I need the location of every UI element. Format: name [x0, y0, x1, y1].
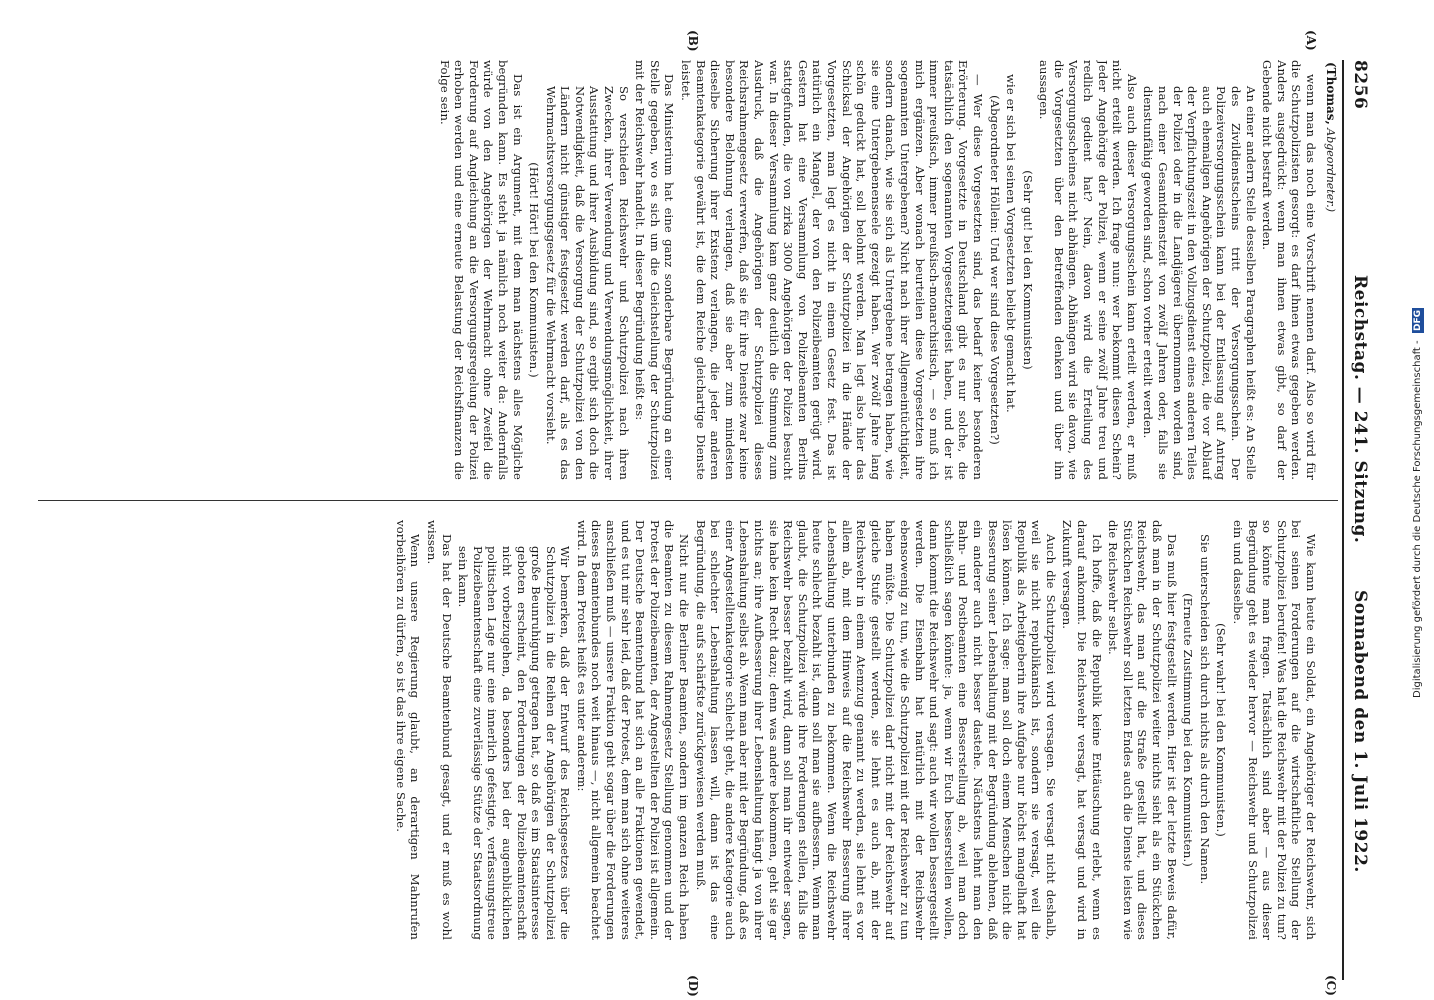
paragraph: Wie kann heute ein Soldat, ein Angehöriger der Reichswehr, sich bei seinen Forderungen auf die wirtschaftliche Stellung der Schutzpolizei berufen! Was hat die Reichswehr mit der Polizei zu tun? so könnte man fragen. Tatsächlich sind aber — aus dieser Begründung geht es wieder hervor — Reichswehr und Schutzpolizei ein und dasselbe.: [1231, 520, 1318, 940]
paragraph: wenn man das noch eine Vorschrift nennen darf. Also so wird für die Schutzpolizisten gesorgt: es darf ihnen etwas gegeben werden. Anders ausgedrückt: wenn man ihnen etwas gibt, so darf der Gebende nicht bestraft werden.: [1260, 60, 1318, 480]
funding-credit-text: Digitalisierung gefördert durch die Deutsche Forschungsgemeinschaft -: [1412, 340, 1423, 698]
paragraph: Das Ministerium hat eine ganz sonderbare Begründung an einer Stelle gegeben, wo es sich um die Gleichstellung der Schutzpolizei mit der Reichswehr handelt. In dieser Begründung heißt es:: [633, 60, 677, 480]
paragraph: Das ist ein Argument, mit dem man nächstens alles Mögliche begründen kann. Es steht ja nämlich noch weiter da: Andernfalls würde von den Angehörigen der Wehrmacht ohne Zweifel die Forderung auf Angleichung an die Versorgungsregelung der Polizei erhoben werden und eine erneute Belastung der Reichsfinanzen die Folge sein.: [437, 60, 525, 480]
margin-letter-b: (B): [686, 30, 700, 52]
interjection: (Sehr wahr! bei den Kommunisten.): [1214, 623, 1229, 837]
paragraph: Das hat der Deutsche Beamtenbund gesagt, und er muß es wohl wissen.: [424, 520, 454, 940]
session-title: Reichstag. — 241. Sitzung.: [1350, 275, 1370, 544]
right-column: [28, 520, 1318, 940]
quoted-paragraph: An einer andern Stelle desselben Paragraphen heißt es: An Stelle des Zivildienstscheins tritt der Versorgungsschein. Der Polizeiversorgungsschein kann bei der Entlassung auf Antrag auch ehemaligen Angehörigen der Schutzpolizei, die vor Ablauf der Verpflichtungszeit in den Vollzugsdienst eines anderen Teiles der Polizei oder in die Landjägerei übernommen worden sind, nach einer Gesamtdienstzeit von zwölf Jahren oder, falls sie dienstunfähig geworden sind, schon vorher erteilt werden.: [1141, 86, 1258, 480]
page-number: 8256: [1350, 60, 1370, 110]
paragraph: Das muß hier festgestellt werden. Hier ist der letzte Beweis dafür, daß man in der Schutzpolizei weiter nichts sieht als ein Stückchen Reichswehr, das man auf die Straße gestellt hat, und dieses Stückchen Reichswehr soll letzten Endes auch die Dienste leisten wie die Reichswehr selbst.: [1106, 520, 1179, 940]
speaker-line: [1324, 62, 1338, 212]
left-column: [28, 60, 1318, 480]
paragraph: Also auch dieser Versorgungsschein kann erteilt werden, er muß nicht erteilt werden. Ich frage nun: wer bekommt diesen Schein? Jeder Angehörige der Polizei, wenn er seine zwölf Jahre treu und redlich gedient hat? Nein, davon wird die Erteilung des Versorgungsscheines nicht abhängen. Abhängen wird sie davon, wie die Vorgesetzten über den Betreffenden denken und über ihn aussagen.: [1037, 60, 1139, 480]
margin-letter-c: (C): [1324, 975, 1338, 996]
funding-credit: [1412, 8, 1430, 698]
paragraph: wie er sich bei seinen Vorgesetzten beliebt gemacht hat.: [1004, 74, 1019, 413]
paragraph: Ich hoffe, daß die Republik keine Enttäuschung erlebt, wenn es darauf ankommt. Die Reichswehr versagt, hat versagt und wird in Zukunft versagen.: [1060, 520, 1104, 940]
page-header: [1342, 60, 1372, 980]
interjection: (Sehr gut! bei den Kommunisten): [1020, 170, 1035, 370]
quoted-paragraph: So verschieden Reichswehr und Schutzpolizei nach ihren Zwecken, ihrer Verwendung und Verwendungsmöglichkeit, ihrer Ausstattung und ihrer Ausbildung sind, so ergibt sich doch die Notwendigkeit, daß die Versorgung der Schutzpolizei von den Ländern nicht günstiger festgesetzt werden darf, als es das Wehrmachtsversorgungsgesetz für die Wehrmacht vorsieht.: [543, 86, 631, 480]
paragraph: Auch die Schutzpolizei wird versagen. Sie versagt nicht deshalb, weil sie nicht republikanisch ist, sondern sie versagt, weil die Republik als Arbeitgeberin ihre Aufgabe nur höchst mangelhaft hat lösen können. Ich sage: man soll doch einem Menschen nicht die Besserung seiner Lebenshaltung mit der Begründung ablehnen, daß ein anderer auch nicht besser dastehe. Nächstens lehnt man den Bahn- und Postbeamten eine Besserstellung ab, weil man doch schließlich sagen könnte: ja, wenn wir Euch besserstellen wollen, dann kommt die Reichswehr und sagt: auch wir wollen bessergestellt werden. Die Eisenbahn hat natürlich mit der Reichswehr ebensowenig zu tun, wie die Schutzpolizei mit der Reichswehr zu tun haben müßte. Die Schutzpolizei darf nicht mit der Reichswehr auf gleiche Stufe gestellt werden, sie lehnt es auch ab, mit der Reichswehr in einem Atemzug genannt zu werden, sie lehnt es vor allem ab, mit dem Hinweis auf die Reichswehr Besserung ihrer Lebenshaltung unterbunden zu bekommen. Wenn die Reichswehr heute schlecht bezahlt ist, dann soll man sie aufbessern. Wenn man glaubt, die Schutzpolizei würde ihre Forderungen stellen, falls die Reichswehr besser bezahlt wird, dann soll man ihr entweder sagen, sie habe kein Recht dazu; denn was andere bekommen, geht sie gar nichts an; ihre Aufbesserung ihrer Lebenshaltung hängt ja von ihrer Lebenshaltung selbst ab. Wenn man aber mit der Begründung, daß es einer Angestelltenkategorie schlecht geht, die andere Kategorie auch bei schlechter Lebenshaltung lassen will, dann ist das eine Begründung, die aufs schärfste zurückgewiesen werden muß.: [693, 520, 1058, 940]
session-date: Sonnabend den 1. Juli 1922.: [1350, 590, 1370, 873]
speaker-role: Abgeordneter.): [1324, 128, 1337, 213]
speaker-name: (Thomas,: [1324, 62, 1338, 125]
paragraph: Nicht nur die Berliner Beamten, sondern im ganzen Reich haben die Beamten zu diesem Rahmengesetz Stellung genommen und der Protest der Polizeibeamten, der Angestellten der Polizei ist allgemein. Der Deutsche Beamtenbund hat sich an alle Fraktionen gewendet, und es tut mir sehr leid, daß der Protest, dem man sich ohne weiteres anschließen muß — unsere Fraktion geht sogar über die Forderungen dieses Beamtenbundes noch weit hinaus —, nicht allgemein beachtet wird. In dem Protest heißt es unter anderem:: [574, 520, 692, 940]
dfg-logo: DFG: [1413, 310, 1423, 332]
margin-letter-a: (A): [1304, 30, 1318, 51]
margin-letter-d: (D): [686, 975, 700, 997]
paragraph: Sie unterscheiden sich durch nichts als durch den Namen.: [1197, 534, 1212, 885]
interjection: (Hört! Hört! bei den Kommunisten.): [527, 162, 542, 378]
interjection: (Abgeordneter Höllein: Und wer sind diese Vorgesetzten?): [987, 95, 1002, 445]
quoted-paragraph: Wir bemerken, daß der Entwurf des Reichsgesetzes über die Schutzpolizei in die Reihen der Angehörigen der Schutzpolizei große Beunruhigung getragen hat, so daß es im Staatsinteresse geboten erscheint, den Forderungen der Polizeibeamtenschaft nicht vorbeizugehen, da besonders bei der augenblicklichen politischen Lage nur eine innerlich gefestigte, verfassungstreue Polizeibeamtenschaft eine zuverlässige Stütze der Staatsordnung sein kann.: [456, 546, 573, 940]
column-divider: [38, 500, 1338, 501]
paragraph: Wenn unsere Regierung glaubt, an derartigen Mahnrufen vorbeihören zu dürfen, so ist das ihre eigene Sache.: [393, 520, 423, 940]
paragraph: — Wer diese Vorgesetzten sind, das bedarf keiner besonderen Erörterung. Vorgesetzte in Deutschland gibt es nur solche, die tatsächlich den sogenannten Vorgesetztengeist haben, und der ist immer preußisch, immer preußisch-monarchistisch, — so muß ich mich ergänzen. Aber wonach beurteilen diese Vorgesetzten ihre sogenannten Untergebenen? Nicht nach ihrer Allgemeintüchtigkeit, sondern danach, wie sie sich als Untergebene betragen haben, wie sie eine Untergebenenseele gezeigt haben. Wer zwölf Jahre lang schön geduckt hat, soll belohnt werden. Man legt also hier das Schicksal der Angehörigen der Schutzpolizei in die Hände der Vorgesetzten, man legt es nicht in einem Gesetz fest. Das ist natürlich ein Mangel, der von den Polizeibeamten gerügt wird. Gestern hat eine Versammlung von Polizeibeamten Berlins stattgefunden, die von zirka 3000 Angehörigen der Polizei besucht war. In dieser Versammlung kam ganz deutlich die Stimmung zum Ausdruck, daß die Angehörigen der Schutzpolizei dieses Reichsrahmengesetz verwerfen, daß sie für ihre Dienste zwar keine besondere Belohnung verlangen, daß sie aber zum mindesten dieselbe Sicherung ihrer Existenz verlangen, die jeder anderen Beamtenkategorie gewährt ist, die dem Reiche gleichartige Dienste leistet.: [679, 60, 985, 480]
interjection: (Erneute Zustimmung bei den Kommunisten.): [1181, 593, 1196, 867]
